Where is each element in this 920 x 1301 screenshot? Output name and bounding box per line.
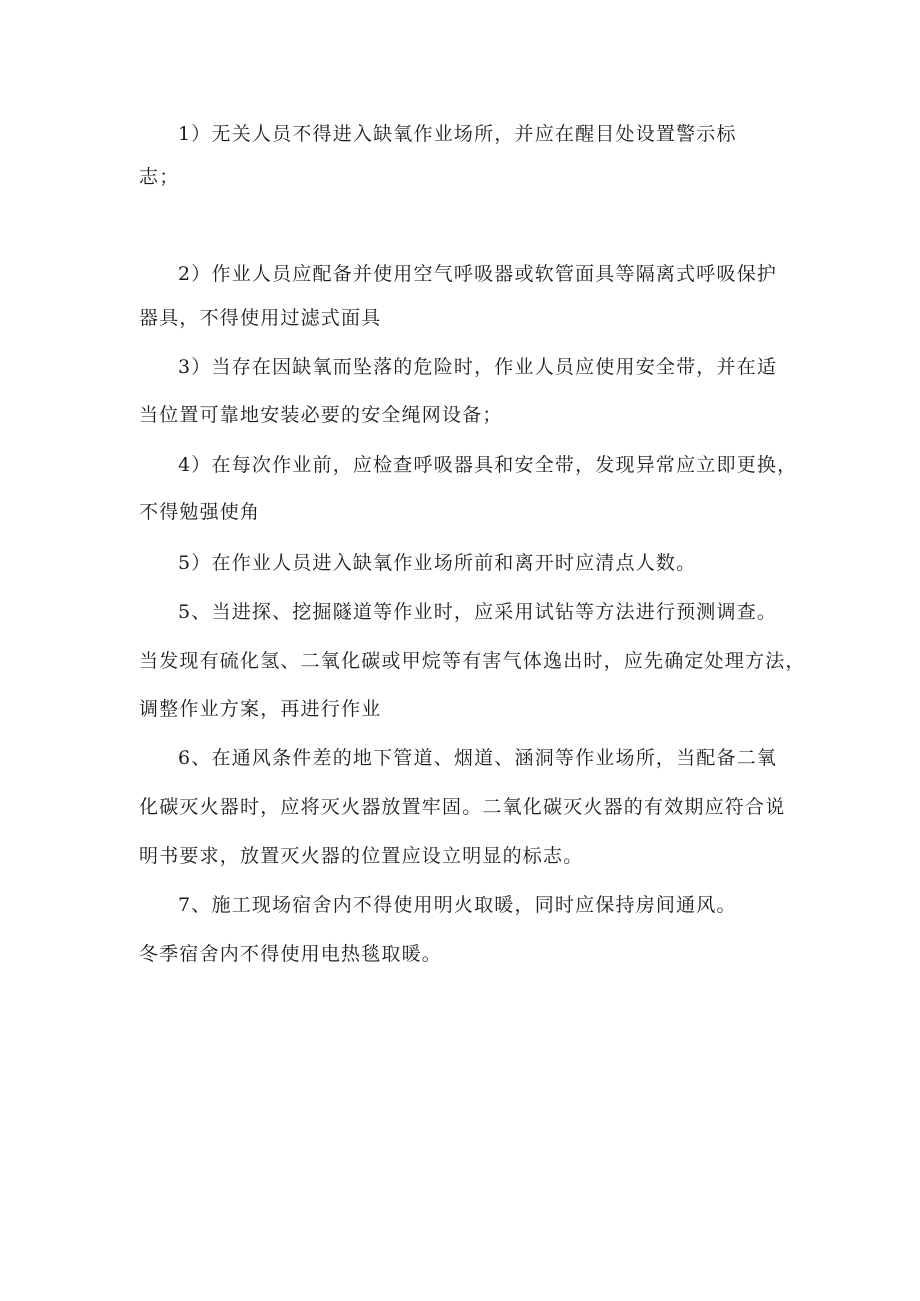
- section-5-line-1: 5、当进探、挖掘隧道等作业时，应采用试钻等方法进行预测调查。: [178, 601, 778, 623]
- section-5-line-2: 当发现有硫化氢、二氧化碳或甲烷等有害气体逸出时，应先确定处理方法，: [139, 650, 806, 672]
- item-3-line-2: 当位置可靠地安装必要的安全绳网设备；: [139, 404, 503, 426]
- item-4-line-1: 4）在每次作业前，应检查呼吸器具和安全带，发现异常应立即更换，: [178, 454, 798, 476]
- item-5-line-1: 5）在作业人员进入缺氧作业场所前和离开时应清点人数。: [178, 552, 697, 574]
- item-2-line-2: 器具，不得使用过滤式面具: [139, 307, 382, 329]
- item-4-line-2: 不得勉强使角: [139, 501, 261, 523]
- section-6-line-1: 6、在通风条件差的地下管道、烟道、涵洞等作业场所，当配备二氧: [178, 747, 778, 769]
- item-3-line-1: 3）当存在因缺氧而坠落的危险时，作业人员应使用安全带，并在适: [178, 356, 778, 378]
- section-7-line-2: 冬季宿舍内不得使用电热毯取暖。: [139, 943, 443, 965]
- section-5-line-3: 调整作业方案，再进行作业: [139, 698, 382, 720]
- item-2-line-1: 2）作业人员应配备并使用空气呼吸器或软管面具等隔离式呼吸保护: [178, 263, 778, 285]
- item-1-line-1: 1）无关人员不得进入缺氧作业场所，并应在醒目处设置警示标: [178, 123, 737, 145]
- item-1-line-2: 志；: [139, 166, 180, 188]
- section-6-line-3: 明书要求，放置灭火器的位置应设立明显的标志。: [139, 845, 584, 867]
- section-6-line-2: 化碳灭火器时，应将灭火器放置牢固。二氧化碳灭火器的有效期应符合说: [139, 796, 786, 818]
- section-7-line-1: 7、施工现场宿舍内不得使用明火取暖，同时应保持房间通风。: [178, 894, 737, 916]
